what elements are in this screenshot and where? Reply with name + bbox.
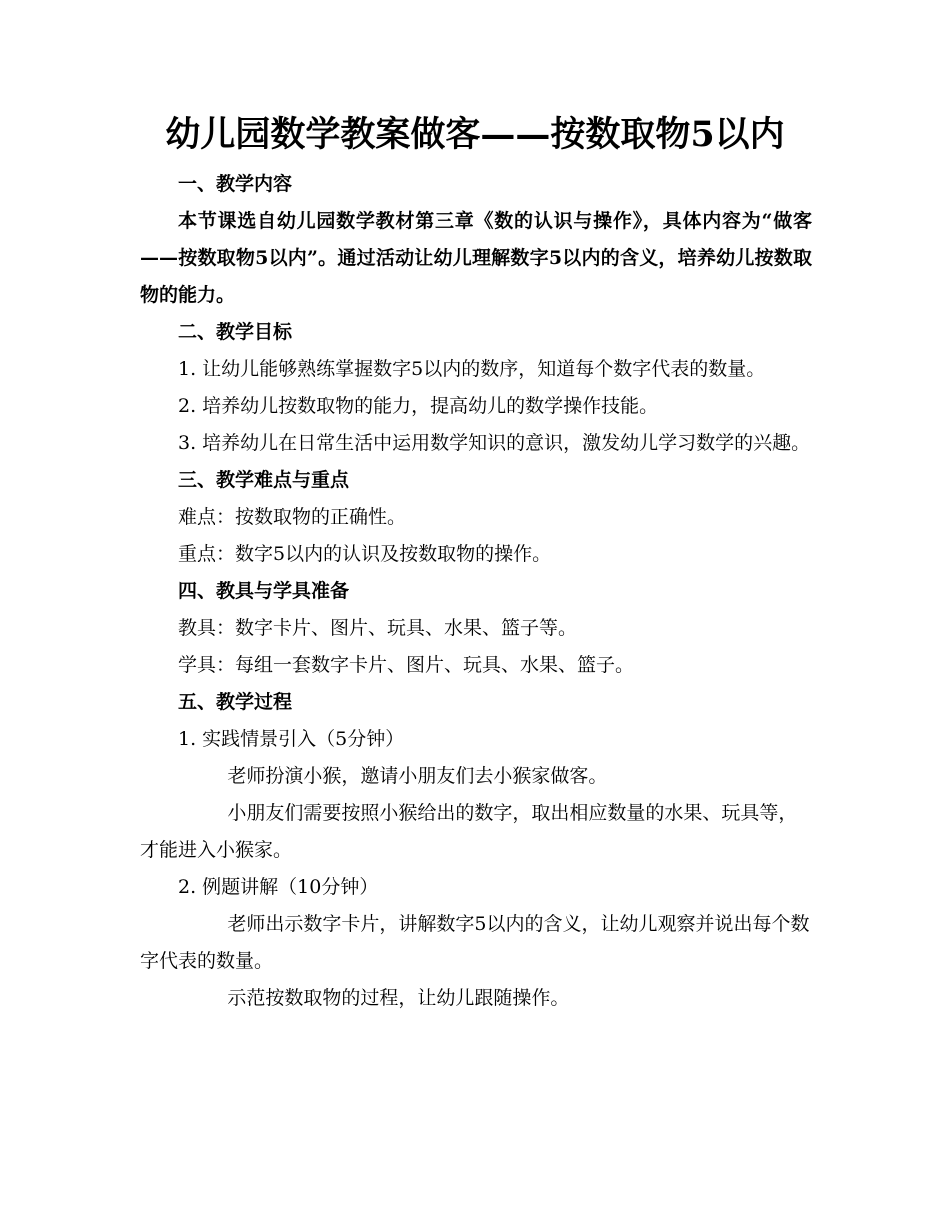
goal-item: 3. 培养幼儿在日常生活中运用数学知识的意识，激发幼儿学习数学的兴趣。 <box>178 432 811 454</box>
process-step-line: 小朋友们需要按照小猴给出的数字，取出相应数量的水果、玩具等，才能进入小猴家。 <box>140 802 798 861</box>
process-step-label: 2. 例题讲解（10分钟） <box>178 876 379 898</box>
student-materials-line: 学具：每组一套数字卡片、图片、玩具、水果、篮子。 <box>178 654 635 676</box>
goal-item: 1. 让幼儿能够熟练掌握数字5以内的数序，知道每个数字代表的数量。 <box>178 358 766 380</box>
content-paragraph: 本节课选自幼儿园数学教材第三章《数的认识与操作》，具体内容为“做客——按数取物5以内”。通过活动让幼儿理解数字5以内的含义，培养幼儿按数取物的能力。 <box>140 210 812 306</box>
document-body <box>140 166 812 1017</box>
process-step-line: 老师扮演小猴，邀请小朋友们去小猴家做客。 <box>227 765 608 787</box>
difficulty-line: 难点：按数取物的正确性。 <box>178 506 407 528</box>
process-step-line: 示范按数取物的过程，让幼儿跟随操作。 <box>227 987 570 1009</box>
section-heading-materials: 四、教具与学具准备 <box>178 580 350 602</box>
section-heading-content: 一、教学内容 <box>178 173 293 195</box>
process-step-label: 1. 实践情景引入（5分钟） <box>178 728 405 750</box>
document-title: 幼儿园数学教案做客——按数取物5以内 <box>165 114 785 155</box>
section-heading-process: 五、教学过程 <box>178 691 293 713</box>
section-heading-goals: 二、教学目标 <box>178 321 293 343</box>
section-heading-key-points: 三、教学难点与重点 <box>178 469 350 491</box>
goal-item: 2. 培养幼儿按数取物的能力，提高幼儿的数学操作技能。 <box>178 395 659 417</box>
focus-line: 重点：数字5以内的认识及按数取物的操作。 <box>178 543 552 565</box>
process-step-line: 老师出示数字卡片，讲解数字5以内的含义，让幼儿观察并说出每个数字代表的数量。 <box>140 913 810 972</box>
teacher-materials-line: 教具：数字卡片、图片、玩具、水果、篮子等。 <box>178 617 578 639</box>
